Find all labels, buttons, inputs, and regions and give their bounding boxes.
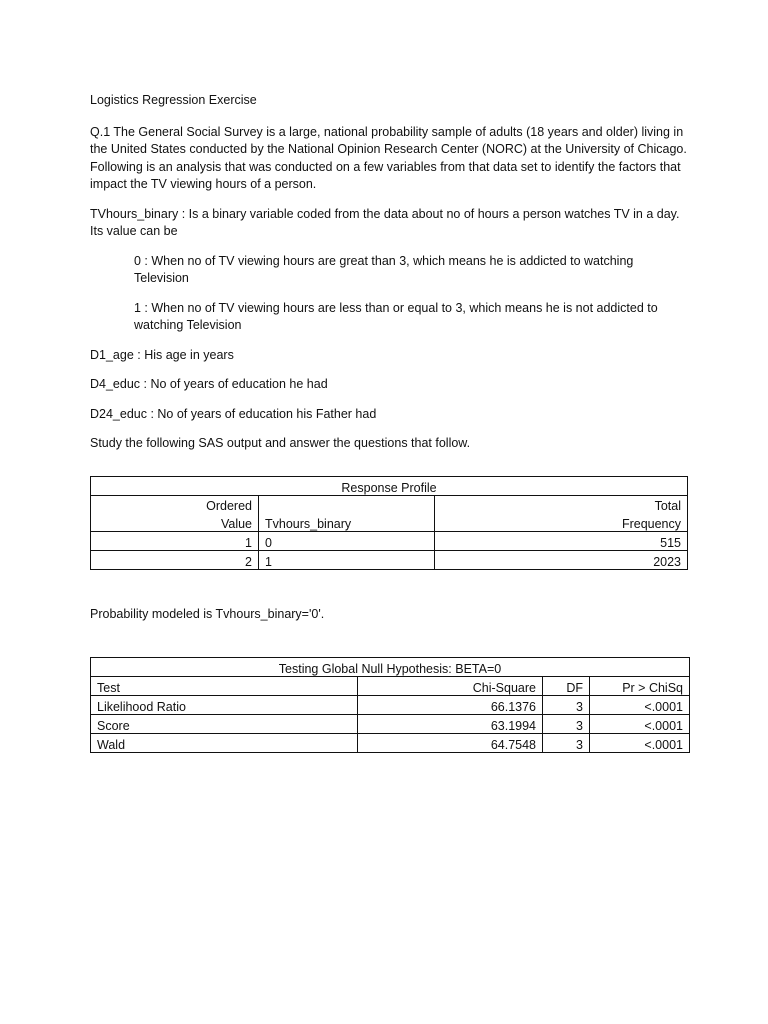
ordered-value-cell: 1 xyxy=(91,532,259,551)
code-1-definition: 1 : When no of TV viewing hours are less than or equal to 3, which means he is not addicted to watching Television xyxy=(134,300,658,332)
tvhours-header-blank xyxy=(259,496,435,514)
chisq-cell: 64.7548 xyxy=(358,734,543,753)
document-title: Logistics Regression Exercise xyxy=(90,93,257,107)
table-row xyxy=(91,715,690,734)
question-paragraph: Q.1 The General Social Survey is a large, national probability sample of adults (18 years and older) living in the United States conducted by the National Opinion Research Center (NORC) at the University of Chicago. Following is an analysis that was conducted on a few variables from that data set to identify the factors that impact the TV viewing hours of a person. xyxy=(90,124,687,191)
tvhours-value-cell: 1 xyxy=(259,551,435,570)
ordered-value-cell: 2 xyxy=(91,551,259,570)
table-row xyxy=(91,532,688,551)
ordered-header-line1: Ordered xyxy=(91,496,259,514)
d1-age-definition: D1_age : His age in years xyxy=(90,347,234,362)
table-row xyxy=(91,734,690,753)
test-name-cell: Wald xyxy=(91,734,358,753)
chisq-cell: 63.1994 xyxy=(358,715,543,734)
response-profile-table xyxy=(90,476,688,570)
document-body xyxy=(90,92,690,465)
df-header: DF xyxy=(543,677,590,696)
test-name-cell: Score xyxy=(91,715,358,734)
pvalue-cell: <.0001 xyxy=(590,696,690,715)
df-cell: 3 xyxy=(543,696,590,715)
df-cell: 3 xyxy=(543,715,590,734)
pvalue-cell: <.0001 xyxy=(590,734,690,753)
ordered-header-line2: Value xyxy=(91,513,259,532)
table-row xyxy=(91,551,688,570)
total-header-line1: Total xyxy=(435,496,688,514)
chisq-header: Chi-Square xyxy=(358,677,543,696)
test-header: Test xyxy=(91,677,358,696)
probability-modeled-text: Probability modeled is Tvhours_binary='0'. xyxy=(90,607,325,621)
frequency-cell: 515 xyxy=(435,532,688,551)
tvhours-value-cell: 0 xyxy=(259,532,435,551)
code-0-definition: 0 : When no of TV viewing hours are great than 3, which means he is addicted to watching Television xyxy=(134,253,634,285)
frequency-header-line2: Frequency xyxy=(435,513,688,532)
d4-educ-definition: D4_educ : No of years of education he had xyxy=(90,377,328,391)
frequency-cell: 2023 xyxy=(435,551,688,570)
chisq-cell: 66.1376 xyxy=(358,696,543,715)
tvhours-header: Tvhours_binary xyxy=(259,513,435,532)
response-profile-caption: Response Profile xyxy=(91,477,688,496)
tvhours-definition: TVhours_binary : Is a binary variable coded from the data about no of hours a person watches TV in a day. Its value can be xyxy=(90,206,680,238)
d24-educ-definition: D24_educ : No of years of education his Father had xyxy=(90,406,377,421)
global-null-caption: Testing Global Null Hypothesis: BETA=0 xyxy=(91,658,690,677)
test-name-cell: Likelihood Ratio xyxy=(91,696,358,715)
table-row xyxy=(91,696,690,715)
pvalue-cell: <.0001 xyxy=(590,715,690,734)
instruction-text: Study the following SAS output and answer the questions that follow. xyxy=(90,436,471,450)
global-null-table xyxy=(90,657,690,753)
pvalue-header: Pr > ChiSq xyxy=(590,677,690,696)
df-cell: 3 xyxy=(543,734,590,753)
